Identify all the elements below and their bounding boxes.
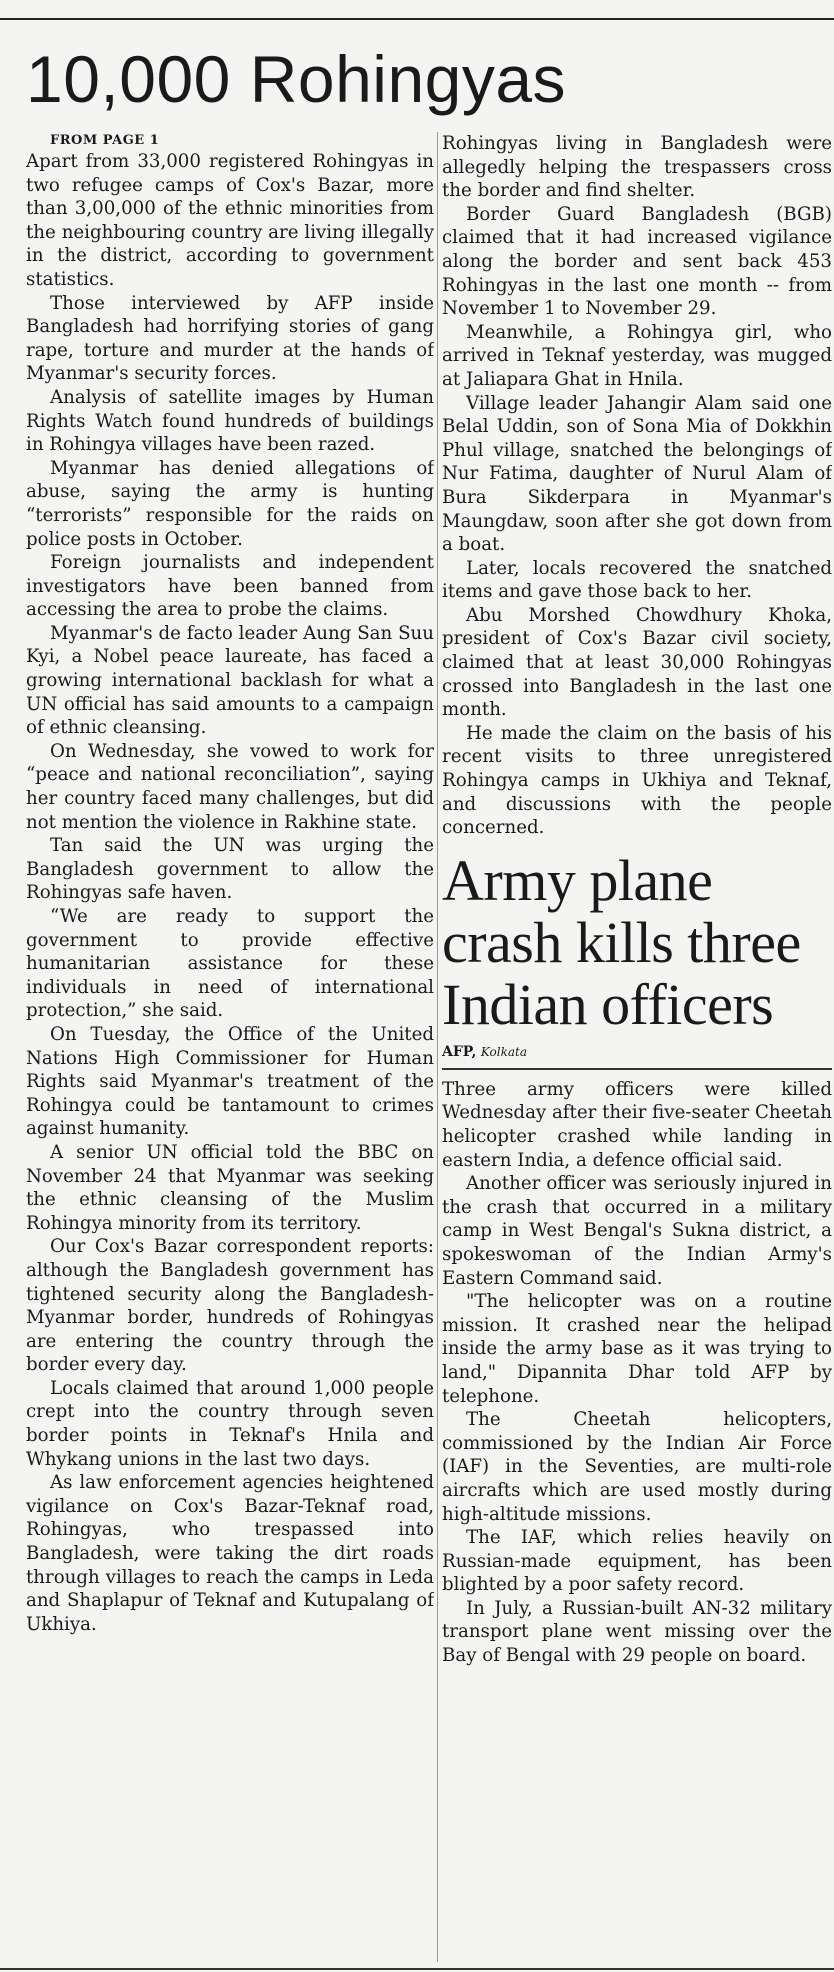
article-paragraph: Myanmar's de facto leader Aung San Suu Kyi, a Nobel peace laureate, has faced a growing international backlash for what a UN official has said amounts to a campaign of ethnic cleansing. xyxy=(26,622,434,739)
article-paragraph: A senior UN official told the BBC on November 24 that Myanmar was seeking the ethnic cleansing of the Muslim Rohingya minority from its territory. xyxy=(26,1141,434,1234)
byline-agency: AFP, xyxy=(442,1043,477,1060)
bottom-rule xyxy=(0,1968,834,1970)
article-paragraph: He made the claim on the basis of his recent visits to three unregistered Rohingya camps in Ukhiya and Teknaf, and discussions with the people concerned. xyxy=(442,722,832,839)
article-paragraph: Foreign journalists and independent investigators have been banned from accessing the area to probe the claims. xyxy=(26,552,434,621)
jump-line: FROM PAGE 1 xyxy=(50,133,160,148)
article-paragraph: Those interviewed by AFP inside Bangladesh had horrifying stories of gang rape, torture and murder at the hands of Myanmar's security forces. xyxy=(26,292,434,385)
byline xyxy=(442,1042,832,1062)
article-paragraph: Tan said the UN was urging the Bangladesh government to allow the Rohingyas safe haven. xyxy=(26,835,434,904)
article-paragraph: Rohingyas living in Bangladesh were allegedly helping the trespassers cross the border and find shelter. xyxy=(442,133,832,202)
top-rule xyxy=(0,18,834,20)
article-paragraph: “We are ready to support the government to provide effective humanitarian assistance for these individuals in need of international protection,” she said. xyxy=(26,906,434,1022)
article-paragraph: Another officer was seriously injured in the crash that occurred in a military camp in West Bengal's Sukna district, a spokeswoman of the Indian Army's Eastern Command said. xyxy=(442,1173,832,1289)
article-paragraph: The IAF, which relies heavily on Russian-made equipment, has been blighted by a poor safety record. xyxy=(442,1527,832,1596)
article-paragraph: "The helicopter was on a routine mission. It crashed near the helipad inside the army base as it was trying to land," Dipannita Dhar told AFP by telephone. xyxy=(442,1291,832,1407)
right-column xyxy=(442,132,832,1962)
article-paragraph: On Wednesday, she vowed to work for “peace and national reconciliation”, saying her country faced many challenges, but did not mention the violence in Rakhine state. xyxy=(26,740,434,833)
article-paragraph: Apart from 33,000 registered Rohingyas in two refugee camps of Cox's Bazar, more than 3,00,000 of the ethnic minorities from the neighbouring country are living illegally in the district, according to government statistics. xyxy=(26,151,434,290)
article-paragraph: Myanmar has denied allegations of abuse, saying the army is hunting “terrorists” responsible for the raids on police posts in October. xyxy=(26,457,434,550)
article-paragraph: The Cheetah helicopters, commissioned by the Indian Air Force (IAF) in the Seventies, are multi-role aircrafts which are used mostly during high-altitude missions. xyxy=(442,1409,832,1525)
byline-rule xyxy=(442,1068,832,1070)
column-divider xyxy=(437,132,438,1962)
article-paragraph: Meanwhile, a Rohingya girl, who arrived in Teknaf yesterday, was mugged at Jaliapara Ghat in Hnila. xyxy=(442,321,832,390)
article-paragraph: Three army officers were killed Wednesday after their five-seater Cheetah helicopter crashed while landing in eastern India, a defence official said. xyxy=(442,1078,832,1171)
article-paragraph: Analysis of satellite images by Human Rights Watch found hundreds of buildings in Rohingya villages have been razed. xyxy=(26,386,434,456)
article-paragraph: Village leader Jahangir Alam said one Belal Uddin, son of Sona Mia of Dokkhin Phul village, snatched the belongings of Nur Fatima, daughter of Nurul Alam of Bura Sikderpara in Myanmar's Maungdaw, soon after she got down from a boat. xyxy=(442,392,832,556)
article-paragraph: Abu Morshed Chowdhury Khoka, president of Cox's Bazar civil society, claimed that at least 30,000 Rohingyas crossed into Bangladesh in the last one month. xyxy=(442,604,832,721)
article-paragraph: Border Guard Bangladesh (BGB) claimed that it had increased vigilance along the border and sent back 453 Rohingyas in the last one month -- from November 1 to November 29. xyxy=(442,203,832,320)
article-paragraph: On Tuesday, the Office of the United Nations High Commissioner for Human Rights said Myanmar's treatment of the Rohingya could be tantamount to crimes against humanity. xyxy=(26,1023,434,1140)
article-paragraph: Locals claimed that around 1,000 people crept into the country through seven border points in Teknaf's Hnila and Whykang unions in the last two days. xyxy=(26,1377,434,1470)
article-paragraph: Our Cox's Bazar correspondent reports: although the Bangladesh government has tightened security along the Bangladesh-Myanmar border, hundreds of Rohingyas are entering the country through the border every day. xyxy=(26,1236,434,1376)
article-paragraph: Later, locals recovered the snatched items and gave those back to her. xyxy=(442,557,832,603)
main-headline: 10,000 Rohingyas xyxy=(26,42,567,116)
article-paragraph: In July, a Russian-built AN-32 military transport plane went missing over the Bay of Bengal with 29 people on board. xyxy=(442,1597,832,1667)
byline-place: Kolkata xyxy=(480,1044,527,1059)
article-paragraph: As law enforcement agencies heightened vigilance on Cox's Bazar-Teknaf road, Rohingyas, who trespassed into Bangladesh, were taking the dirt roads through villages to reach the camps in Leda and Shaplapur of Teknaf and Kutupalang of Ukhiya. xyxy=(26,1472,434,1635)
second-headline: Army plane crash kills three Indian officers xyxy=(442,847,801,1037)
left-column xyxy=(26,132,434,1962)
